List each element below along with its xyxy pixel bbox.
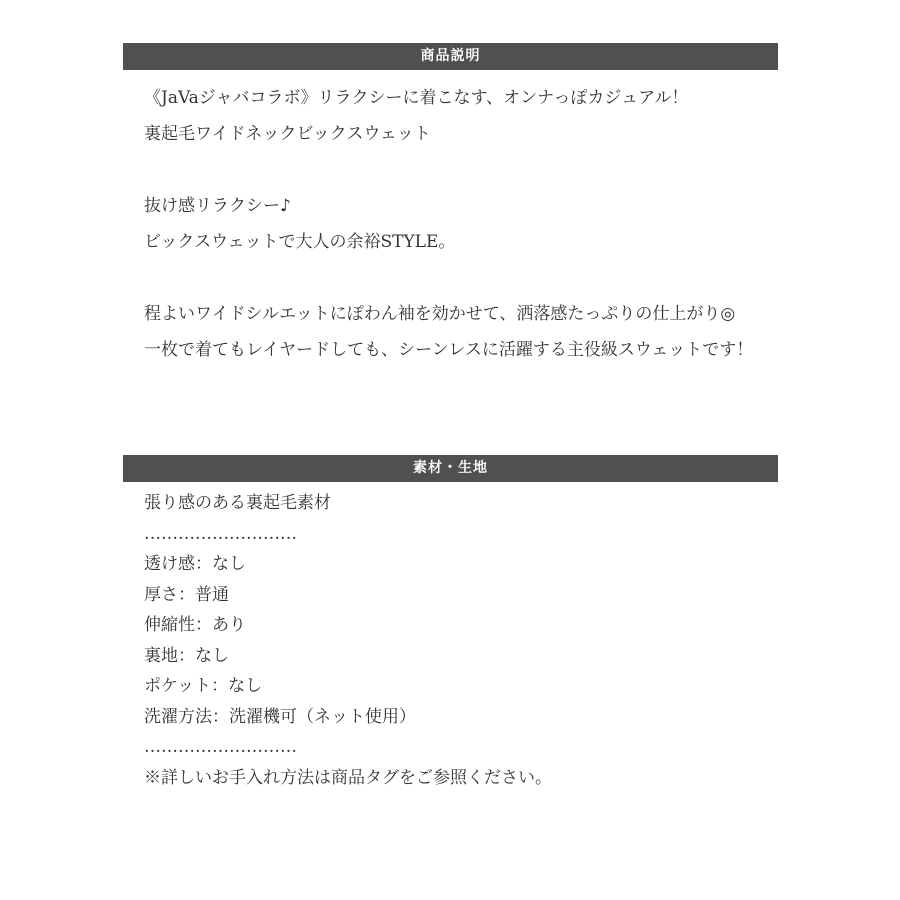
washing-spec: 洗濯方法：洗濯機可（ネット使用）: [144, 706, 416, 727]
lining-spec: 裏地：なし: [144, 645, 229, 666]
thickness-spec: 厚さ：普通: [144, 584, 229, 605]
description-spacer: [144, 152, 778, 188]
material-fabric-body: [123, 482, 778, 793]
description-spacer: [144, 260, 778, 296]
description-line-5: ビックスウェットで大人の余裕STYLE。: [144, 232, 456, 252]
pocket-spec: ポケット：なし: [144, 676, 263, 696]
description-line-7: 程よいワイドシルエットにぽわん袖を効かせて、洒落感たっぷりの仕上がり◎: [144, 304, 736, 324]
stretch-spec: 伸縮性：あり: [144, 615, 246, 635]
dotted-separator: ………………………: [144, 523, 297, 544]
material-summary: 張り感のある裏起毛素材: [144, 493, 331, 513]
description-line-2: 裏起毛ワイドネックビックスウェット: [144, 124, 431, 144]
care-note: ※詳しいお手入れ方法は商品タグをご参照ください。: [144, 767, 552, 788]
material-fabric-section: [123, 455, 778, 793]
material-fabric-header: 素材・生地: [123, 455, 778, 482]
product-description-header: 商品説明: [123, 43, 778, 70]
product-description-body: [123, 70, 778, 368]
transparency-spec: 透け感：なし: [144, 554, 246, 574]
dotted-separator: ………………………: [144, 737, 297, 757]
description-line-1: 《JaVaジャバコラボ》リラクシーに着こなす、オンナっぽカジュアル！: [144, 88, 689, 108]
description-line-4: 抜け感リラクシー♪: [144, 196, 291, 216]
description-line-8: 一枚で着てもレイヤードしても、シーンレスに活躍する主役級スウェットです！: [144, 340, 754, 360]
product-description-section: [123, 43, 778, 368]
